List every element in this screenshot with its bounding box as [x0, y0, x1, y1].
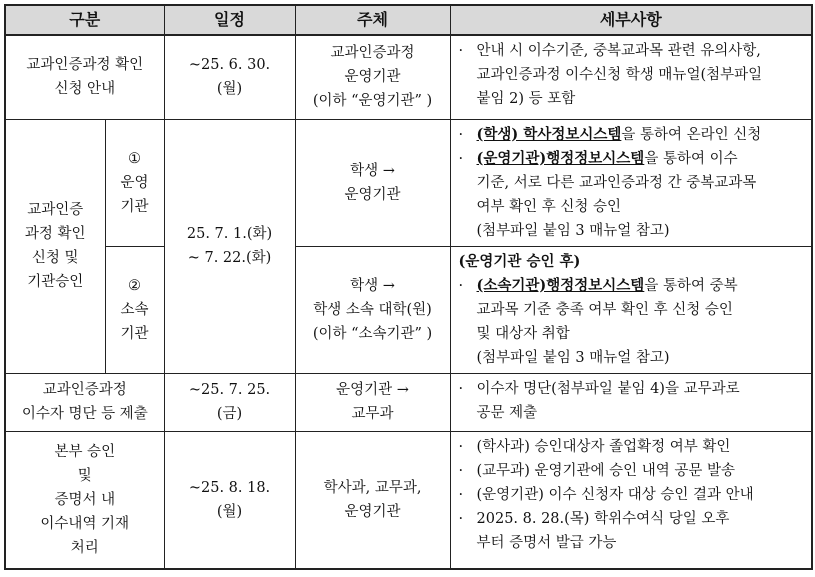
- bullet-icon: ·: [458, 380, 464, 397]
- table-row: [5, 431, 812, 569]
- header-row: [5, 5, 812, 35]
- details-cell: · (학사과) 승인대상자 졸업확정 여부 확인 · (교무과) 운영기관에 승인 내역 공문 발송 · (운영기관) 이수 신청자 대상 승인 결과 안내 · 2025. 8. 28.(목) 학위수여식 당일 오후 부터 증명서 발급 가능: [450, 431, 812, 569]
- table-row: [5, 35, 812, 119]
- category-cell: 교과인증 과정 확인 신청 및 기관승인: [5, 119, 105, 373]
- category-cell: 교과인증과정 이수자 명단 등 제출: [5, 373, 164, 431]
- table-row: [5, 119, 812, 246]
- actor-cell: 운영기관 → 교무과: [295, 373, 450, 431]
- schedule-cell: ~25. 7. 25. (금): [164, 373, 295, 431]
- bullet-icon: ·: [458, 486, 464, 503]
- category-cell: 본부 승인 및 증명서 내 이수내역 기재 처리: [5, 431, 164, 569]
- details-cell: · (학생) 학사정보시스템을 통하여 온라인 신청 · (운영기관)행정정보시스템을 통하여 이수 기준, 서로 다른 교과인증과정 간 중복교과목 여부 확인 후 신청 승인 (첨부파일 붙임 3 매뉴얼 참고): [450, 119, 812, 246]
- actor-cell: 교과인증과정 운영기관 (이하 “운영기관” ): [295, 35, 450, 119]
- actor-cell: 학사과, 교무과, 운영기관: [295, 431, 450, 569]
- schedule-cell: ~25. 6. 30. (월): [164, 35, 295, 119]
- details-cell: · 이수자 명단(첨부파일 붙임 4)을 교무과로 공문 제출: [450, 373, 812, 431]
- header-category: 구분: [5, 5, 164, 35]
- sub-category-cell: ② 소속 기관: [105, 246, 164, 373]
- actor-cell: 학생 → 학생 소속 대학(원) (이하 “소속기관” ): [295, 246, 450, 373]
- actor-cell: 학생 → 운영기관: [295, 119, 450, 246]
- category-cell: 교과인증과정 확인 신청 안내: [5, 35, 164, 119]
- bullet-icon: ·: [458, 438, 464, 455]
- details-cell: · 안내 시 이수기준, 중복교과목 관련 유의사항, 교과인증과정 이수신청 학생 매뉴얼(첨부파일 붙임 2) 등 포함: [450, 35, 812, 119]
- bullet-icon: ·: [458, 43, 464, 59]
- header-schedule: 일정: [164, 5, 295, 35]
- table-row: [5, 246, 812, 373]
- schedule-table: [4, 4, 813, 570]
- table-row: [5, 373, 812, 431]
- header-actor: 주체: [295, 5, 450, 35]
- bullet-icon: ·: [458, 150, 464, 167]
- details-cell: (운영기관 승인 후) · (소속기관)행정정보시스템을 통하여 중복 교과목 기준 충족 여부 확인 후 신청 승인 및 대상자 취합 (첨부파일 붙임 3 매뉴얼 참고): [450, 246, 812, 373]
- bullet-icon: ·: [458, 277, 464, 294]
- bullet-icon: ·: [458, 510, 464, 527]
- schedule-cell: ~25. 8. 18. (월): [164, 431, 295, 569]
- schedule-cell: 25. 7. 1.(화) ~ 7. 22.(화): [164, 119, 295, 373]
- bullet-icon: ·: [458, 126, 464, 143]
- bullet-icon: ·: [458, 462, 464, 479]
- sub-category-cell: ① 운영 기관: [105, 119, 164, 246]
- header-details: 세부사항: [450, 5, 812, 35]
